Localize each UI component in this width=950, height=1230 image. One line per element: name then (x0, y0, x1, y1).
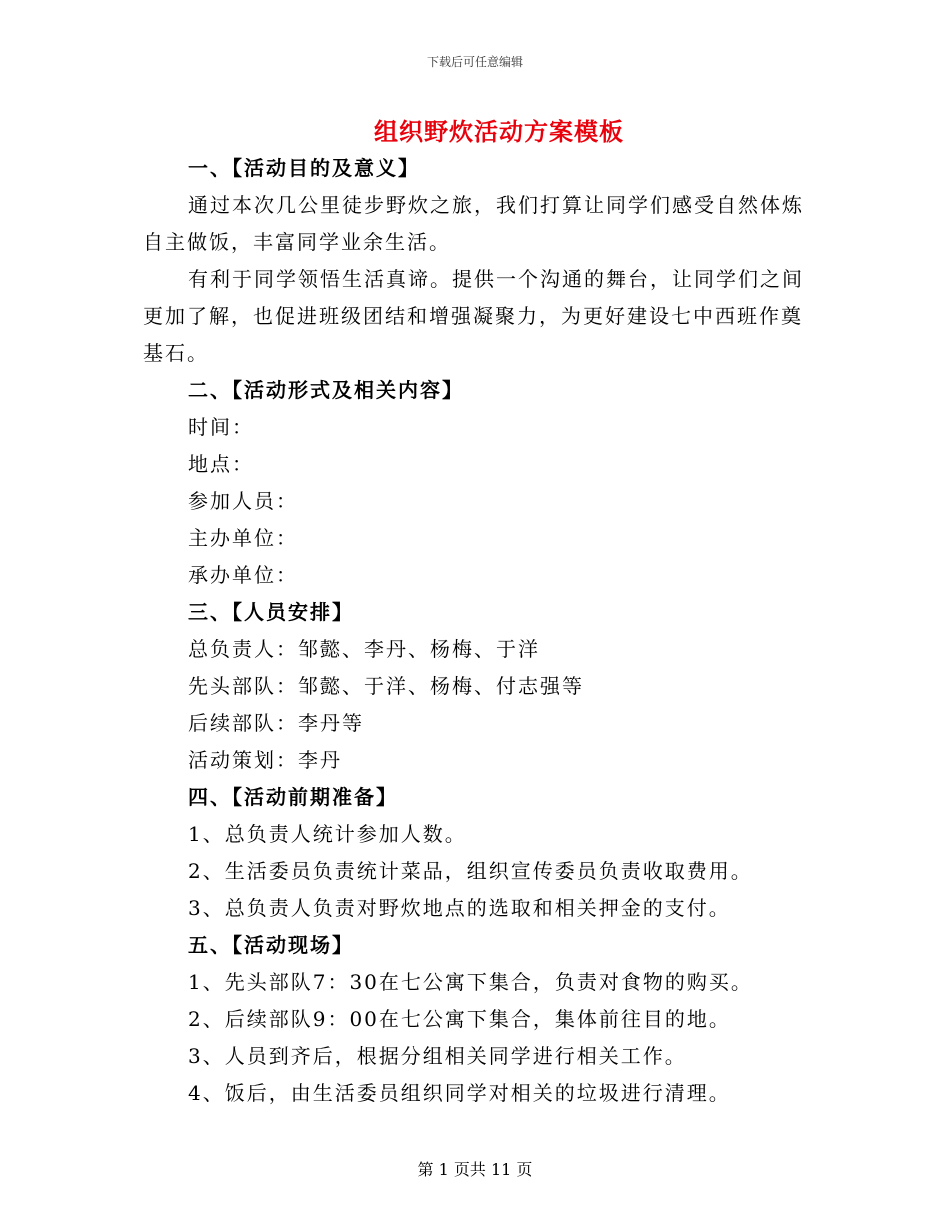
list-item: 3、人员到齐后，根据分组相关同学进行相关工作。 (188, 1044, 687, 1068)
document-title: 组织野炊活动方案模板 (374, 117, 624, 146)
paragraph-line: 自主做饭，丰富同学业余生活。 (143, 230, 451, 254)
list-item: 2、后续部队9：00在七公寓下集合，集体前往目的地。 (188, 1007, 731, 1031)
paragraph-line: 更加了解，也促进班级团结和增强凝聚力，为更好建设七中西班作奠 (143, 304, 803, 328)
section-heading: 四、【活动前期准备】 (188, 785, 398, 809)
document-body (143, 150, 803, 1112)
list-item: 1、总负责人统计参加人数。 (188, 822, 467, 846)
staff-line: 后续部队：李丹等 (188, 711, 364, 735)
field-line-organizer: 主办单位： (188, 526, 298, 550)
staff-line: 先头部队：邹懿、于洋、杨梅、付志强等 (188, 674, 584, 698)
paragraph-line: 通过本次几公里徒步野炊之旅，我们打算让同学们感受自然体炼 (188, 193, 804, 217)
field-line-undertaker: 承办单位： (188, 563, 298, 587)
page-header: 下载后可任意编辑 (426, 55, 523, 69)
staff-line: 活动策划：李丹 (188, 748, 342, 772)
list-item: 4、饭后，由生活委员组织同学对相关的垃圾进行清理。 (188, 1081, 731, 1105)
field-line-location: 地点： (188, 452, 254, 476)
list-item: 2、生活委员负责统计菜品，组织宣传委员负责收取费用。 (188, 859, 753, 883)
list-item: 3、总负责人负责对野炊地点的选取和相关押金的支付。 (188, 896, 731, 920)
section-heading: 二、【活动形式及相关内容】 (188, 378, 464, 402)
list-item: 1、先头部队7：30在七公寓下集合，负责对食物的购买。 (188, 970, 753, 994)
section-heading: 三、【人员安排】 (188, 600, 354, 624)
section-heading: 五、【活动现场】 (188, 933, 354, 957)
field-line-participants: 参加人员： (188, 489, 298, 513)
staff-line: 总负责人：邹懿、李丹、杨梅、于洋 (188, 637, 540, 661)
paragraph-line: 基石。 (143, 341, 209, 365)
section-heading: 一、【活动目的及意义】 (188, 156, 420, 180)
paragraph-line: 有利于同学领悟生活真谛。提供一个沟通的舞台，让同学们之间 (188, 267, 804, 291)
page-footer: 第 1 页共 11 页 (417, 1160, 533, 1179)
field-line-time: 时间： (188, 415, 254, 439)
